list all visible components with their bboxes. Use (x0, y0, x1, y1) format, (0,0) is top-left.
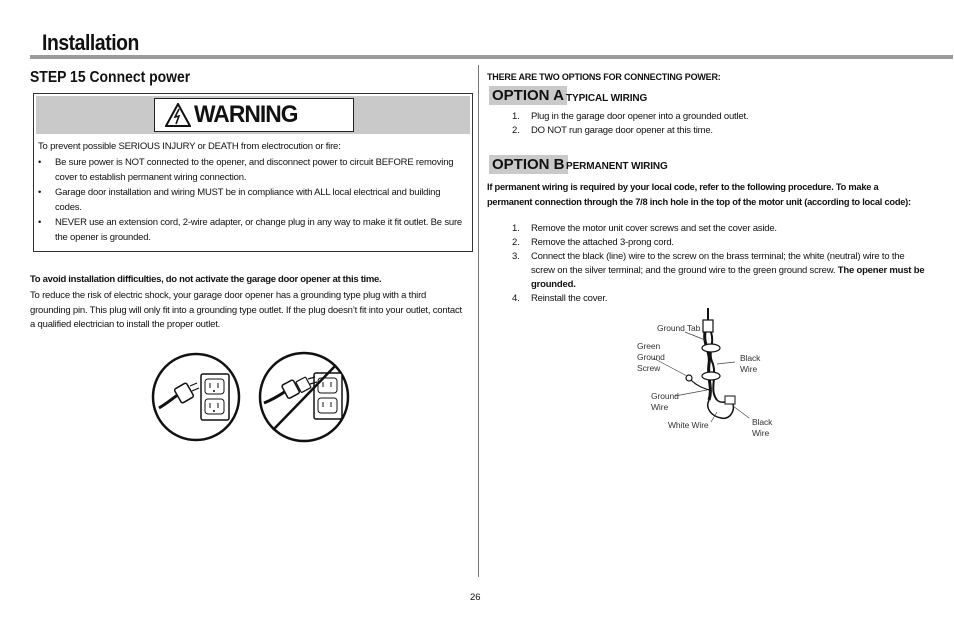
option-b-steps (487, 222, 927, 306)
option-b-intro: If permanent wiring is required by your local code, refer to the following procedure. To make a permanent connection through the 7/8 inch hole in the top of the motor unit (according to local code): (487, 182, 911, 207)
options-heading: THERE ARE TWO OPTIONS FOR CONNECTING POWER: (487, 72, 721, 82)
step-text: Reinstall the cover. (531, 293, 608, 304)
option-a-steps (487, 110, 927, 138)
label-line: Green (637, 341, 661, 351)
option-b-name: PERMANENT WIRING (566, 161, 668, 172)
white-wire-label: White Wire (668, 420, 709, 430)
list-item (487, 250, 927, 292)
black-wire-top-label (740, 353, 760, 375)
warning-bullet: • NEVER use an extension cord, 2-wire adapter, or change plug in any way to make it fit outlet. Be sure the opener is grounded. (38, 215, 466, 245)
list-item (487, 222, 927, 236)
warning-bullet: • Be sure power is NOT connected to the opener, and disconnect power to circuit BEFORE removing cover to establish permanent wiring connection. (38, 155, 466, 185)
page-title: Installation (42, 30, 139, 55)
electric-hazard-icon (165, 103, 191, 127)
list-item (487, 110, 927, 124)
label-line: Black (740, 353, 761, 363)
step-number: 1. (512, 223, 520, 234)
step-number: 3. (512, 251, 520, 262)
option-a-tag: OPTION A (489, 86, 567, 105)
green-ground-screw-label (637, 341, 665, 374)
label-line: Wire (651, 402, 669, 412)
step-text: Plug in the garage door opener into a grounded outlet. (531, 111, 749, 122)
warning-label: WARNING (194, 101, 298, 128)
warning-bullets (38, 155, 466, 245)
warning-intro: To prevent possible SERIOUS INJURY or DEATH from electrocution or fire: (38, 141, 341, 152)
step-text: Remove the attached 3-prong cord. (531, 237, 674, 248)
label-line: Wire (740, 364, 758, 374)
step-text: Remove the motor unit cover screws and set the cover aside. (531, 223, 777, 234)
warning-banner (36, 96, 470, 134)
label-line: Wire (752, 428, 770, 438)
title-rule (30, 55, 953, 59)
label-line: Ground (651, 391, 679, 401)
step-number: 1. (512, 111, 520, 122)
adapter-plug-wrong-illustration (258, 351, 350, 443)
step-number: 2. (512, 125, 520, 136)
option-b-tag: OPTION B (489, 155, 568, 174)
step-number: 2. (512, 237, 520, 248)
column-divider (478, 65, 479, 577)
ground-tab-label: Ground Tab (657, 323, 701, 333)
option-a-name: TYPICAL WIRING (566, 93, 648, 104)
step-text: Connect the black (line) wire to the screw on the brass terminal; the white (neutral) wire to the screw on the silver terminal; and the ground wire to the green ground screw. (531, 251, 905, 276)
grounded-plug-correct-illustration (151, 352, 241, 442)
install-note-bold: To avoid installation difficulties, do not activate the garage door opener at this time. (30, 274, 382, 285)
label-line: Ground (637, 352, 665, 362)
install-note-text: To reduce the risk of electric shock, your garage door opener has a grounding type plug with a third grounding pin. This plug will only fit into a grounding type outlet. If the plug doesn’t fit into your outlet, contact a qualified electrician to install the proper outlet. (30, 290, 462, 330)
step-number: 4. (512, 293, 520, 304)
list-item (487, 236, 927, 250)
ground-wire-label (651, 391, 679, 413)
step-text: DO NOT run garage door opener at this time. (531, 125, 713, 136)
step-emphasis: The opener must be grounded. (531, 265, 925, 290)
step-title: STEP 15 Connect power (30, 69, 191, 86)
warning-bullet: • Garage door installation and wiring MUST be in compliance with ALL local electrical and building codes. (38, 185, 466, 215)
warning-box (33, 93, 473, 252)
page-number: 26 (470, 592, 481, 603)
list-item (487, 124, 927, 138)
black-wire-bottom-label (752, 417, 772, 439)
label-line: Screw (637, 363, 661, 373)
label-line: Black (752, 417, 773, 427)
